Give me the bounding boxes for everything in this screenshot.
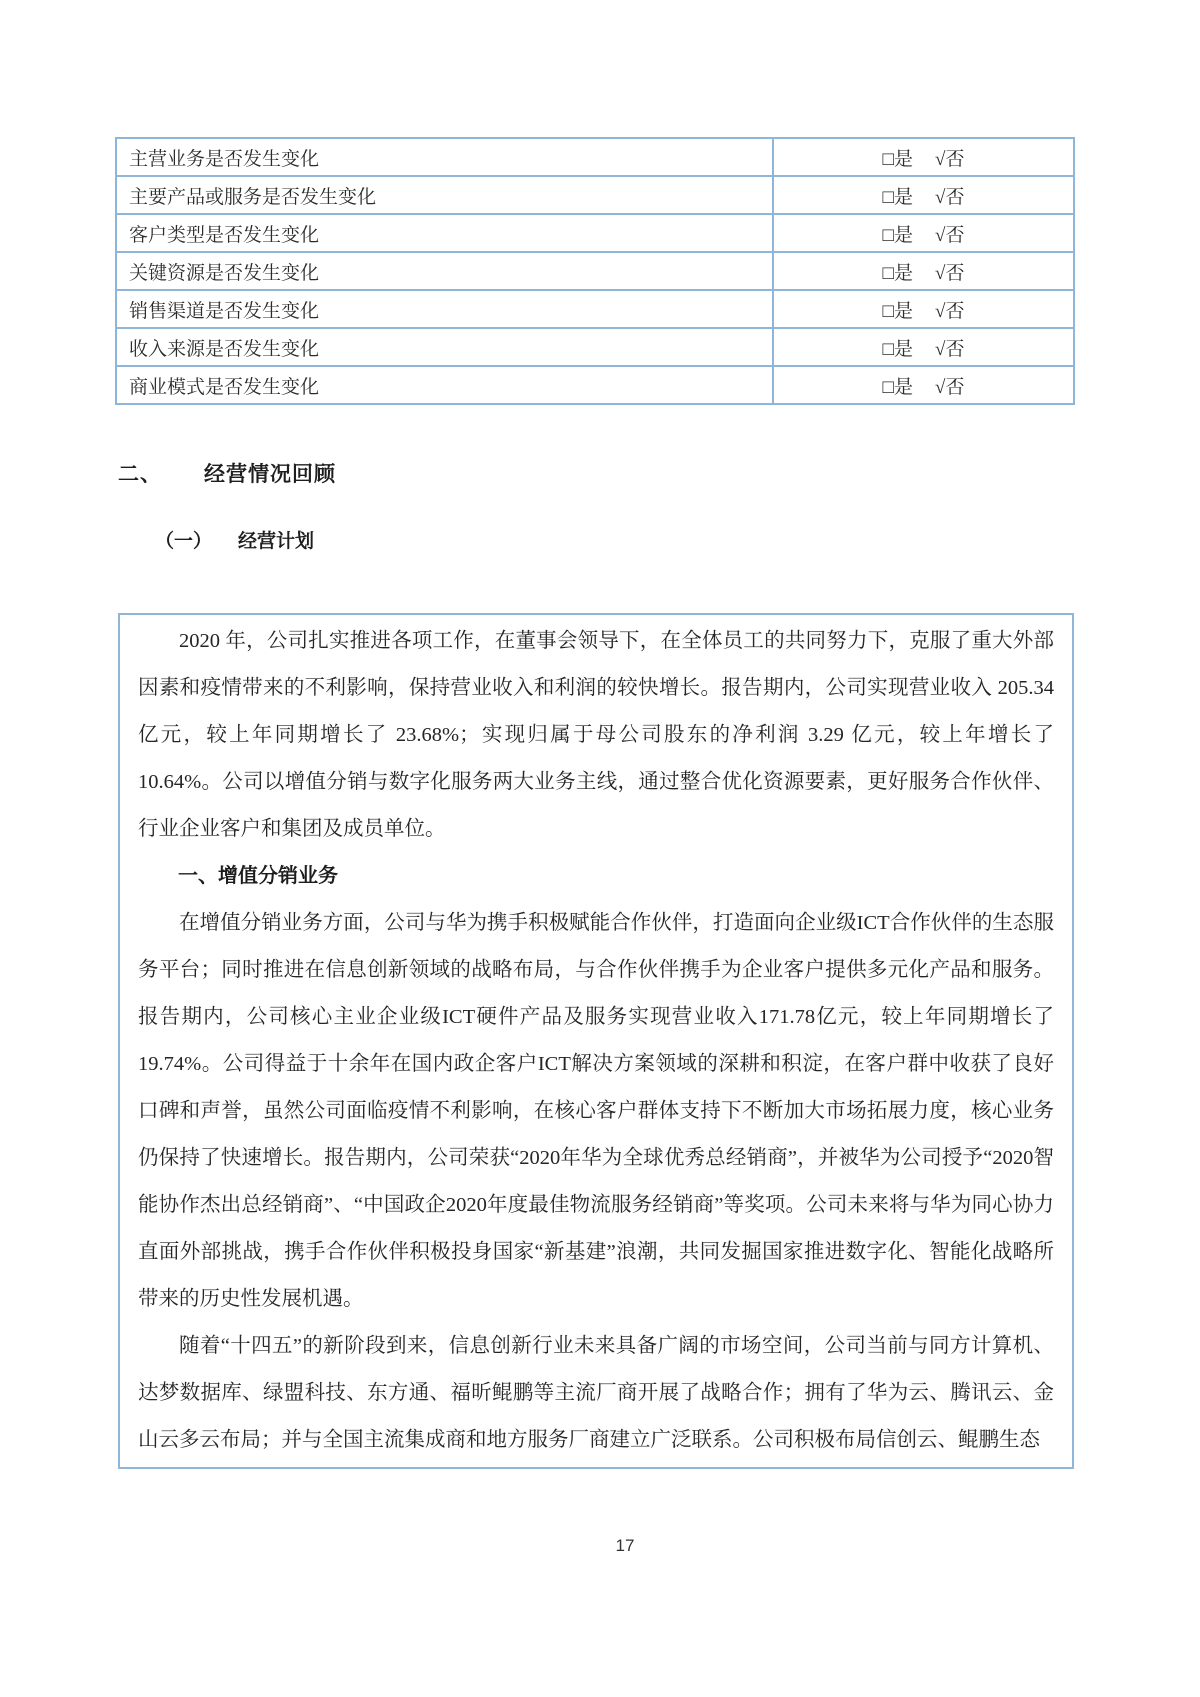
body-paragraph: 在增值分销业务方面，公司与华为携手积极赋能合作伙伴，打造面向企业级ICT合作伙伴的生态服务平台；同时推进在信息创新领域的战略布局，与合作伙伴携手为企业客户提供多元化产品和服务。报告期内，公司核心主业企业级ICT硬件产品及服务实现营业收入171.78亿元，较上年同期增长了19.74%。公司得益于十余年在国内政企客户ICT解决方案领域的深耕和积淀，在客户群中收获了良好口碑和声誉，虽然公司面临疫情不利影响，在核心客户群体支持下不断加大市场拓展力度，核心业务仍保持了快速增长。报告期内，公司荣获“2020年华为全球优秀总经销商”，并被华为公司授予“2020智能协作杰出总经销商”、“中国政企2020年度最佳物流服务经销商”等奖项。公司未来将与华为同心协力直面外部挑战，携手合作伙伴积极投身国家“新基建”浪潮，共同发掘国家推进数字化、智能化战略所带来的历史性发展机遇。 [138,912,1054,1310]
question-cell [116,328,773,366]
checkbox-yes-option: □是 [882,338,914,360]
subsection-heading [155,526,314,553]
subsection-number: （一） [155,531,213,552]
body-subheading: 一、增值分销业务 [178,865,338,887]
section-heading [118,458,336,488]
checkmark-no-option: √否 [935,262,965,284]
answer-cell [773,176,1074,214]
checkmark-no-option: √否 [935,338,965,360]
question-text: 客户类型是否发生变化 [129,224,320,246]
question-text: 收入来源是否发生变化 [129,338,320,360]
checkmark-no-option: √否 [935,300,965,322]
answer-cell [773,138,1074,176]
table-row [116,328,1074,366]
answer-cell [773,252,1074,290]
checkmark-no-option: √否 [935,148,965,170]
checkmark-no-option: √否 [935,376,965,398]
section-title: 经营情况回顾 [204,463,336,486]
question-cell [116,290,773,328]
question-cell [116,138,773,176]
checkmark-no-option: √否 [935,186,965,208]
question-cell [116,214,773,252]
question-text: 主要产品或服务是否发生变化 [129,186,377,208]
checkbox-yes-option: □是 [882,376,914,398]
checkbox-yes-option: □是 [882,148,914,170]
question-cell [116,366,773,404]
answer-cell [773,214,1074,252]
table-row [116,138,1074,176]
checkmark-no-option: √否 [935,224,965,246]
answer-cell [773,366,1074,404]
checkbox-yes-option: □是 [882,262,914,284]
question-cell [116,176,773,214]
subsection-title: 经营计划 [238,531,315,552]
body-paragraph: 2020 年，公司扎实推进各项工作，在董事会领导下，在全体员工的共同努力下，克服了重大外部因素和疫情带来的不利影响，保持营业收入和利润的较快增长。报告期内，公司实现营业收入 205.34 亿元，较上年同期增长了 23.68%；实现归属于母公司股东的净利润 3.29 亿元，较上年增长了 10.64%。公司以增值分销与数字化服务两大业务主线，通过整合优化资源要素，更好服务合作伙伴、行业企业客户和集团及成员单位。 [138,630,1054,840]
checkbox-yes-option: □是 [882,186,914,208]
table-row [116,366,1074,404]
change-questions-table [115,137,1075,405]
checkbox-yes-option: □是 [882,300,914,322]
question-text: 关键资源是否发生变化 [129,262,320,284]
question-text: 主营业务是否发生变化 [129,148,320,170]
question-cell [116,252,773,290]
question-text: 商业模式是否发生变化 [129,376,320,398]
table-row [116,252,1074,290]
page-number: 17 [615,1536,635,1555]
checkbox-yes-option: □是 [882,224,914,246]
table-row [116,214,1074,252]
table-row [116,290,1074,328]
review-text-box [118,613,1074,1469]
section-number: 二、 [118,463,162,486]
table-row [116,176,1074,214]
question-text: 销售渠道是否发生变化 [129,300,320,322]
answer-cell [773,328,1074,366]
body-paragraph: 随着“十四五”的新阶段到来，信息创新行业未来具备广阔的市场空间，公司当前与同方计算机、达梦数据库、绿盟科技、东方通、福昕鲲鹏等主流厂商开展了战略合作；拥有了华为云、腾讯云、金山云多云布局；并与全国主流集成商和地方服务厂商建立广泛联系。公司积极布局信创云、鲲鹏生态 [138,1335,1054,1451]
answer-cell [773,290,1074,328]
